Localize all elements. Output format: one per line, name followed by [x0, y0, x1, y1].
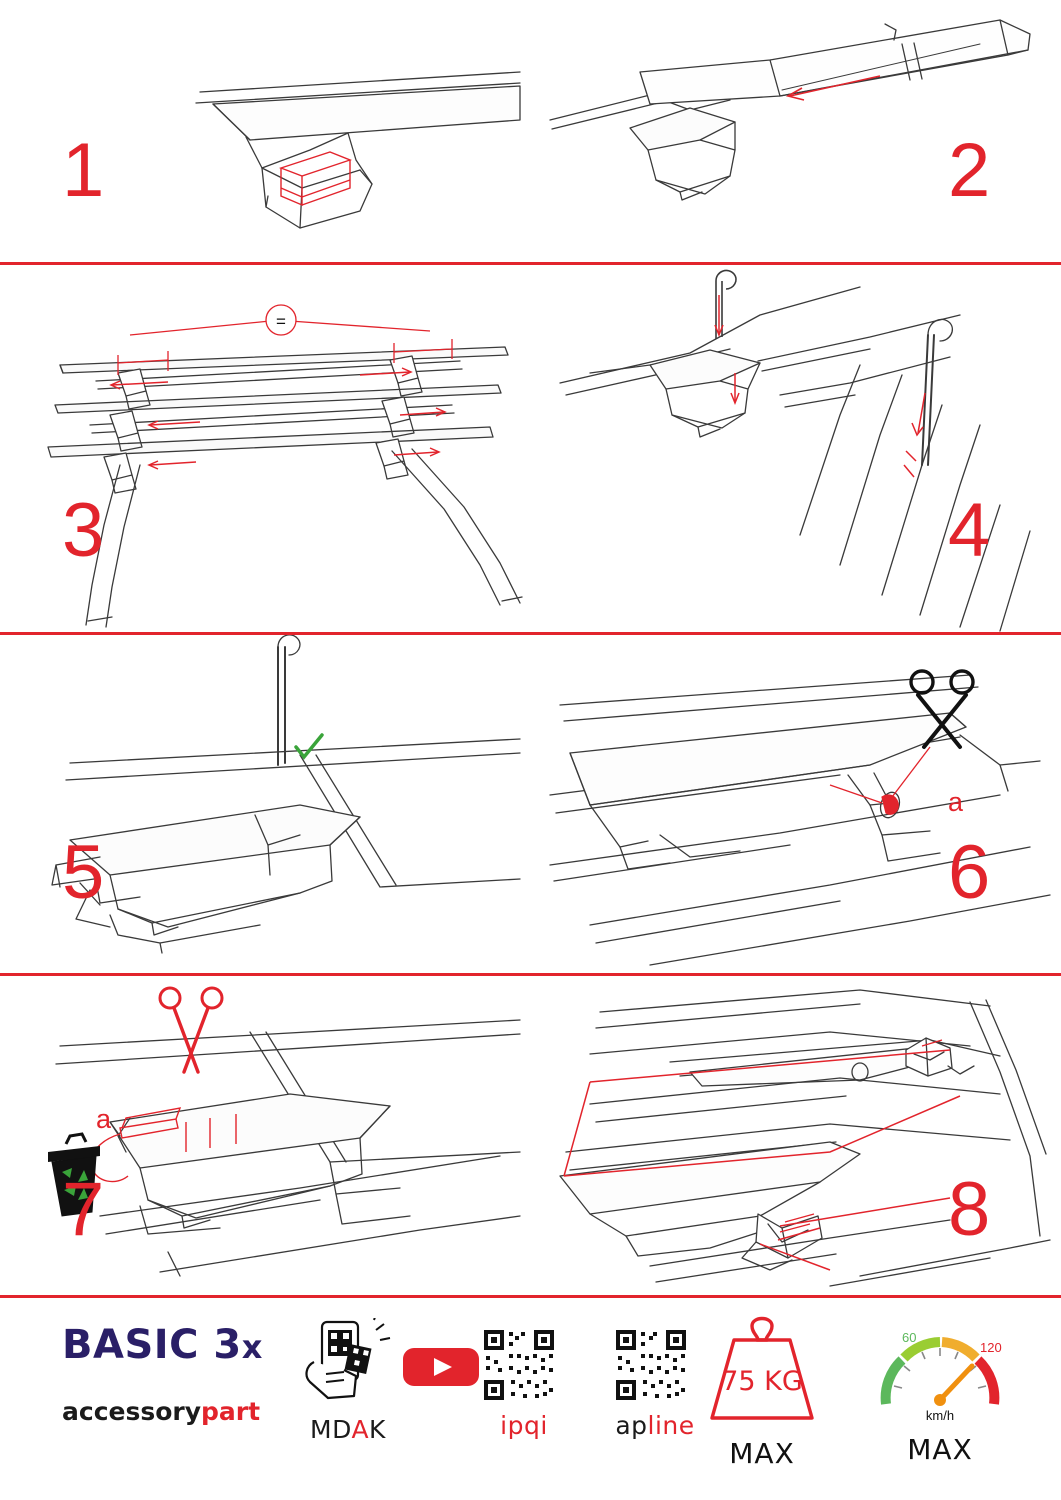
max-load-block: [672, 1312, 852, 1470]
step-panel-3: [0, 265, 530, 632]
brand-subtitle: [62, 1397, 277, 1427]
hand-phone-qr-icon: [288, 1318, 408, 1406]
step-number-8: 8: [948, 1167, 991, 1252]
qr-code-icon[interactable]: [470, 1322, 578, 1404]
step-panel-5: [0, 635, 530, 973]
logo-caption-mdak: [288, 1415, 408, 1444]
step-panel-4: [530, 265, 1061, 632]
step-number-7: 7: [62, 1167, 105, 1252]
gauge-max-label: 120: [980, 1340, 1002, 1355]
mdak-accent: A: [351, 1415, 370, 1444]
brand-title: [62, 1323, 277, 1369]
gauge-unit-label: km/h: [925, 1408, 955, 1423]
step-number-5: 5: [62, 830, 105, 915]
step-3-illustration: [0, 265, 530, 632]
step-6-illustration: [530, 635, 1061, 973]
max-load-label: MAX: [729, 1437, 795, 1470]
max-speed-label: MAX: [907, 1433, 973, 1466]
gauge-min-label: 60: [902, 1330, 917, 1345]
step-number-3: 3: [62, 488, 105, 573]
callout-a-step6: a: [948, 787, 964, 817]
apline-pre: ap: [615, 1411, 648, 1440]
step-number-6: 6: [948, 830, 991, 915]
apline-accent: line: [647, 1411, 695, 1440]
step-panel-1: [0, 0, 530, 262]
brand-sub-first: accessory: [62, 1397, 202, 1426]
mdak-post: K: [369, 1415, 386, 1444]
step-number-1: 1: [62, 128, 105, 213]
step-panel-8: [530, 976, 1061, 1295]
mdak-pre: MD: [310, 1415, 352, 1444]
step-number-2: 2: [948, 128, 991, 213]
max-load-value: 75 KG: [721, 1366, 803, 1397]
speedometer-icon: [860, 1308, 1020, 1430]
equal-callout: =: [276, 312, 286, 331]
step-panel-6: [530, 635, 1061, 973]
brand-title-text: BASIC 3: [62, 1322, 242, 1368]
footer: [0, 1298, 1061, 1500]
callout-a-step7: a: [96, 1104, 112, 1134]
brand-sub-second: part: [201, 1397, 261, 1426]
step-5-illustration: [0, 635, 530, 973]
logo-mdak: [288, 1318, 408, 1444]
logo-ipqi: [470, 1322, 578, 1440]
max-speed-block: [860, 1308, 1020, 1466]
logo-caption-ipqi: ipqi: [500, 1411, 548, 1440]
step-panel-7: [0, 976, 530, 1295]
brand-title-suffix: x: [241, 1328, 263, 1366]
step-4-illustration: [530, 265, 1061, 632]
step-number-4: 4: [948, 488, 991, 573]
weight-icon: [672, 1312, 852, 1430]
step-panel-2: [530, 0, 1061, 262]
brand-block: [62, 1323, 277, 1427]
